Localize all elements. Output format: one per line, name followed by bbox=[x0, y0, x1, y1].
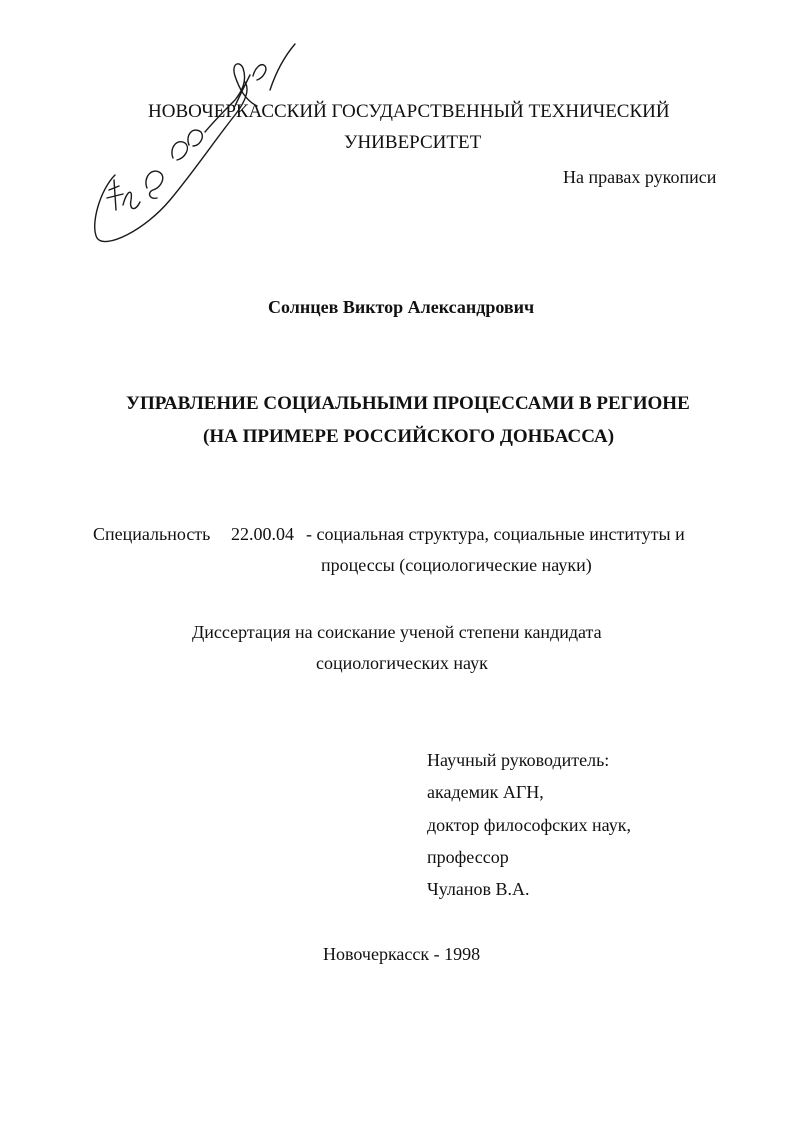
dissertation-title-line-1: УПРАВЛЕНИЕ СОЦИАЛЬНЫМИ ПРОЦЕССАМИ В РЕГИОНЕ bbox=[126, 393, 690, 414]
manuscript-note: На правах рукописи bbox=[563, 167, 717, 187]
supervisor-title-3: профессор bbox=[427, 847, 509, 867]
handwritten-signature bbox=[85, 40, 305, 250]
dissertation-degree-line-1: Диссертация на соискание ученой степени кандидата bbox=[192, 622, 602, 642]
institution-line-1: НОВОЧЕРКАССКИЙ ГОСУДАРСТВЕННЫЙ ТЕХНИЧЕСКИЙ bbox=[148, 101, 670, 122]
supervisor-heading: Научный руководитель: bbox=[427, 750, 610, 770]
author-name: Солнцев Виктор Александрович bbox=[268, 297, 535, 317]
dissertation-title-line-2: (НА ПРИМЕРЕ РОССИЙСКОГО ДОНБАССА) bbox=[203, 426, 615, 447]
specialty-code: 22.00.04 bbox=[231, 524, 294, 544]
supervisor-title-2: доктор философских наук, bbox=[427, 815, 631, 835]
specialty-description-line-2: процессы (социологические науки) bbox=[321, 555, 592, 575]
place-and-year: Новочеркасск - 1998 bbox=[323, 944, 481, 964]
supervisor-name: Чуланов В.А. bbox=[427, 879, 530, 899]
institution-line-2: УНИВЕРСИТЕТ bbox=[344, 132, 482, 153]
specialty-description-line-1: - социальная структура, социальные институты и bbox=[306, 524, 685, 544]
dissertation-degree-line-2: социологических наук bbox=[316, 653, 488, 673]
specialty-label: Специальность bbox=[93, 524, 211, 544]
supervisor-title-1: академик АГН, bbox=[427, 782, 544, 802]
